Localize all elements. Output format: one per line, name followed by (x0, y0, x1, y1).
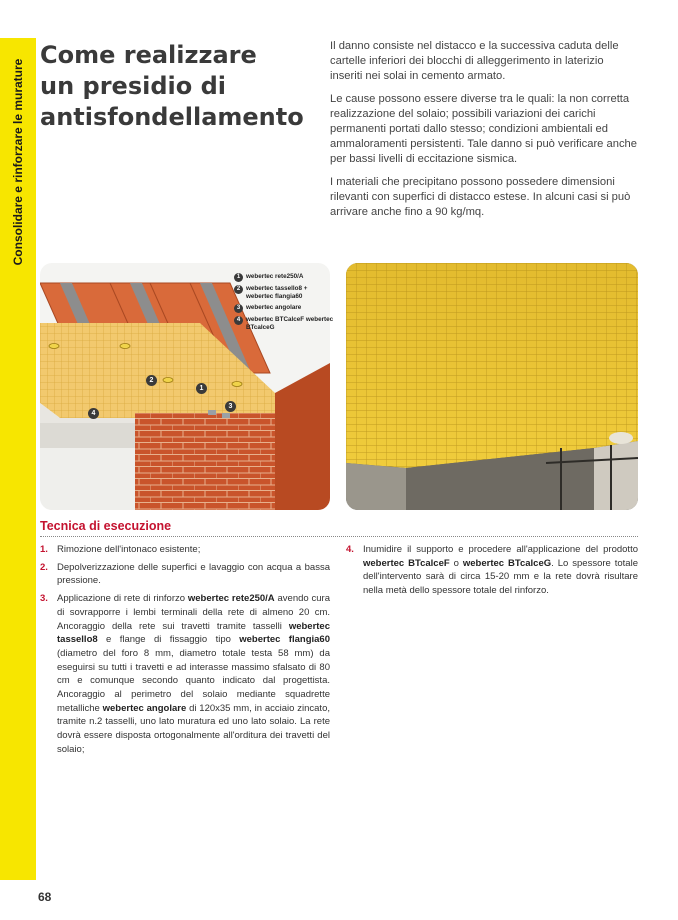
steps-column-right (346, 543, 638, 602)
step-text-segment: o (449, 557, 463, 569)
legend-number: 1 (234, 273, 243, 282)
step-text-segment: di 120x35 mm, in acciaio zincato, tramite n.2 tasselli, uno lato muratura ed uno lato solaio. La rete dovrà essere disposta ortogonalmente all'orditura dei travetti del solaio; (57, 702, 330, 755)
legend-item (234, 285, 334, 301)
diagram-marker-3: 3 (225, 401, 236, 412)
legend-label: webertec BTCalceF webertec BTcalceG (246, 316, 334, 331)
page-number: 68 (38, 890, 52, 904)
step-text: Rimozione dell'intonaco esistente; (57, 544, 201, 555)
title-line-1: Come realizzare (40, 41, 257, 69)
page-title (40, 40, 304, 133)
section-title: Tecnica di esecuzione (40, 519, 172, 533)
legend-item (234, 273, 334, 282)
diagram-marker-2: 2 (146, 375, 157, 386)
legend-label: webertec tassello8 + webertec flangia60 (246, 285, 308, 300)
step-2 (40, 561, 330, 588)
step-1 (40, 543, 330, 557)
legend-item (234, 316, 334, 332)
step-text-segment: e flange di fissaggio tipo (97, 634, 240, 646)
product-name: webertec BTcalceF (363, 557, 450, 569)
step-text-segment: Inumidire il supporto e procedere all'applicazione del prodotto (363, 544, 638, 555)
legend-number: 2 (234, 285, 243, 294)
intro-text (330, 39, 638, 229)
step-text (57, 592, 330, 756)
legend-label: webertec angolare (246, 304, 302, 311)
ceiling-photo-illustration (346, 263, 638, 510)
section-divider (40, 536, 638, 537)
step-number: 1. (40, 544, 48, 555)
legend-item (234, 304, 334, 313)
step-4 (346, 543, 638, 598)
legend-label: webertec rete250/A (246, 273, 304, 280)
product-name: webertec tassello8 (57, 620, 330, 646)
title-line-3: antisfondellamento (40, 103, 304, 131)
step-text-segment: . Lo spessore totale dell'intervento sarà di circa 15-20 mm e la rete dovrà risultare nella metà dello spessore totale del rinforzo. (363, 557, 638, 597)
step-number: 2. (40, 561, 48, 573)
step-text-segment: avendo cura di sovrapporre i lembi terminali della rete di almeno 20 cm. Ancoraggio della rete sui travetti tramite tasselli (57, 593, 331, 632)
step-text-segment: Applicazione di rete di rinforzo (57, 593, 188, 605)
product-name: webertec flangia60 (239, 634, 330, 646)
legend-number: 4 (234, 316, 243, 325)
section-side-label: Consolidare e rinforzare le murature (11, 58, 25, 266)
step-text-segment: (diametro del foro 8 mm, diametro totale testa 58 mm) da eseguirsi su tutti i travetti e ad interasse massimo sfalsato di 80 cm e comunque secondo quanto indicato dal progettista. Ancoraggio al perimetro del solaio mediante squadrette metalliche (57, 647, 330, 714)
intro-paragraph-3: I materiali che precipitano possono possedere dimensioni rilevanti con superfici di distacco estese. In alcuni casi si può arrivare anche fino a 90 kg/mq. (330, 176, 631, 218)
diagram-marker-1: 1 (196, 383, 207, 394)
ceiling-photo (346, 263, 638, 510)
title-line-2: un presidio di (40, 72, 226, 100)
product-name: webertec rete250/A (187, 593, 275, 605)
legend-number: 3 (234, 304, 243, 313)
steps-column-left (40, 543, 330, 761)
diagram-marker-4: 4 (88, 408, 99, 419)
step-number: 4. (346, 544, 354, 555)
step-text: Depolverizzazione delle superfici e lavaggio con acqua a bassa pressione. (57, 561, 330, 587)
intro-paragraph-2: Le cause possono essere diverse tra le quali: la non corretta realizzazione del solaio; possibili variazioni dei carichi permanenti portati dallo stesso; condizioni ambientali ed ammaloramenti persistenti. Tale danno si può verificare anche per bassi livelli di eccitazione sismica. (330, 93, 637, 165)
product-name: webertec BTcalceG (462, 557, 552, 569)
intro-paragraph-1: Il danno consiste nel distacco e la successiva caduta delle cartelle inferiori dei blocchi di alleggerimento in laterizio inseriti nei solai in cemento armato. (330, 40, 619, 82)
diagram-legend (234, 273, 334, 335)
step-text (363, 543, 638, 598)
product-name: webertec angolare (102, 702, 187, 714)
step-number: 3. (40, 593, 48, 605)
step-3 (40, 592, 330, 756)
